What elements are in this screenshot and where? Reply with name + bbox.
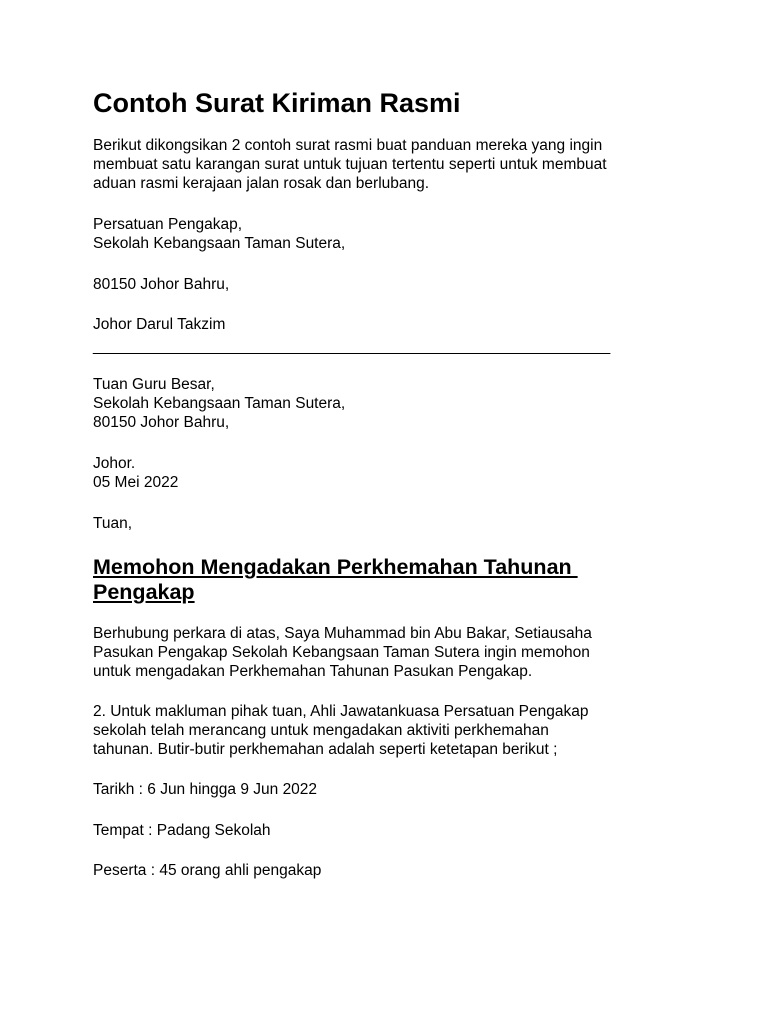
letter-date: 05 Mei 2022	[93, 474, 179, 491]
paragraph2-line-2: sekolah telah merancang untuk mengadakan aktiviti perkhemahan	[93, 722, 549, 739]
paragraph2-line-1: 2. Untuk makluman pihak tuan, Ahli Jawatankuasa Persatuan Pengakap	[93, 703, 589, 720]
subject-line-2: Pengakap	[93, 580, 195, 604]
intro-line-1: Berikut dikongsikan 2 contoh surat rasmi buat panduan mereka yang ingin	[93, 137, 603, 154]
sender-divider-rule: ____________________________________________________________	[93, 338, 611, 355]
paragraph1-line-3: untuk mengadakan Perkhemahan Tahunan Pasukan Pengakap.	[93, 663, 533, 680]
recipient-postcode-city: 80150 Johor Bahru,	[93, 414, 230, 431]
recipient-school: Sekolah Kebangsaan Taman Sutera,	[93, 395, 346, 412]
sender-organisation: Persatuan Pengakap,	[93, 216, 243, 233]
sender-state: Johor Darul Takzim	[93, 316, 226, 333]
page-title: Contoh Surat Kiriman Rasmi	[93, 88, 461, 118]
detail-tarikh: Tarikh : 6 Jun hingga 9 Jun 2022	[93, 781, 318, 798]
paragraph1-line-1: Berhubung perkara di atas, Saya Muhammad bin Abu Bakar, Setiausaha	[93, 625, 592, 642]
paragraph1-line-2: Pasukan Pengakap Sekolah Kebangsaan Taman Sutera ingin memohon	[93, 644, 590, 661]
recipient-title: Tuan Guru Besar,	[93, 376, 215, 393]
sender-school: Sekolah Kebangsaan Taman Sutera,	[93, 235, 346, 252]
intro-line-3: aduan rasmi kerajaan jalan rosak dan berlubang.	[93, 175, 430, 192]
paragraph2-line-3: tahunan. Butir-butir perkhemahan adalah seperti ketetapan berikut ;	[93, 741, 558, 758]
recipient-state: Johor.	[93, 455, 136, 472]
sender-postcode-city: 80150 Johor Bahru,	[93, 276, 230, 293]
intro-line-2: membuat satu karangan surat untuk tujuan tertentu seperti untuk membuat	[93, 156, 607, 173]
detail-peserta: Peserta : 45 orang ahli pengakap	[93, 862, 322, 879]
subject-line-1: Memohon Mengadakan Perkhemahan Tahunan	[93, 555, 578, 579]
salutation: Tuan,	[93, 515, 133, 532]
letter-subject-heading	[93, 555, 578, 605]
detail-tempat: Tempat : Padang Sekolah	[93, 822, 271, 839]
